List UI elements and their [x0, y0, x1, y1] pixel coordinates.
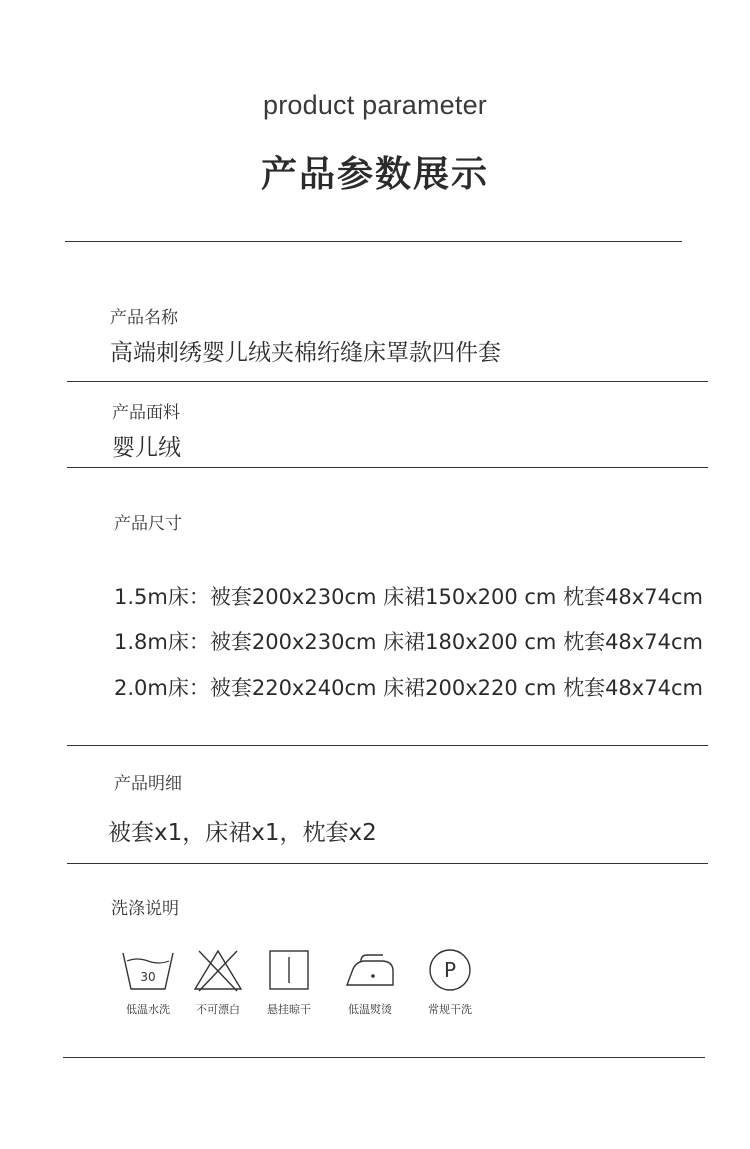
wash-item-dry-clean	[415, 945, 485, 1017]
wash-temperature-text: 30	[140, 970, 156, 984]
wash-item-line-dry	[254, 945, 324, 1017]
product-name-value: 高端刺绣婴儿绒夹棉绗缝床罩款四件套	[110, 340, 501, 366]
wash-item-label: 不可漂白	[196, 1003, 240, 1016]
wash-item-label: 悬挂晾干	[267, 1003, 311, 1016]
wash-item-no-bleach	[183, 945, 253, 1017]
product-name-label: 产品名称	[110, 308, 178, 328]
size-label: 产品尺寸	[114, 514, 182, 534]
size-line-2-0m: 2.0m床：被套220x240cm 床裙200x220 cm 枕套48x74cm	[114, 676, 703, 700]
low-iron-icon	[339, 945, 401, 995]
footer-divider	[63, 1057, 705, 1058]
detail-label: 产品明细	[114, 774, 182, 794]
divider	[67, 467, 708, 468]
wash-item-label: 常规干洗	[428, 1003, 472, 1016]
page-title: 产品参数展示	[260, 154, 489, 195]
wash-item-low-iron	[335, 945, 405, 1017]
subtitle-english: product parameter	[262, 90, 487, 120]
fabric-value: 婴儿绒	[112, 435, 181, 461]
detail-value: 被套x1，床裙x1，枕套x2	[108, 820, 377, 846]
no-bleach-icon	[187, 945, 249, 995]
wash-item-label: 低温水洗	[126, 1003, 170, 1016]
divider	[67, 863, 708, 864]
divider	[67, 745, 708, 746]
wash-basin-30-icon	[117, 945, 179, 995]
line-dry-icon	[258, 945, 320, 995]
washing-label: 洗涤说明	[111, 899, 179, 919]
size-line-1-5m: 1.5m床：被套200x230cm 床裙150x200 cm 枕套48x74cm	[114, 585, 703, 609]
header-divider	[65, 241, 682, 242]
dry-clean-letter: P	[443, 958, 457, 982]
wash-item-low-temp-wash	[113, 945, 183, 1017]
divider	[67, 381, 708, 382]
dry-clean-p-icon	[419, 945, 481, 995]
fabric-label: 产品面料	[112, 403, 180, 423]
wash-item-label: 低温熨烫	[348, 1003, 392, 1016]
size-line-1-8m: 1.8m床：被套200x230cm 床裙180x200 cm 枕套48x74cm	[114, 630, 703, 654]
